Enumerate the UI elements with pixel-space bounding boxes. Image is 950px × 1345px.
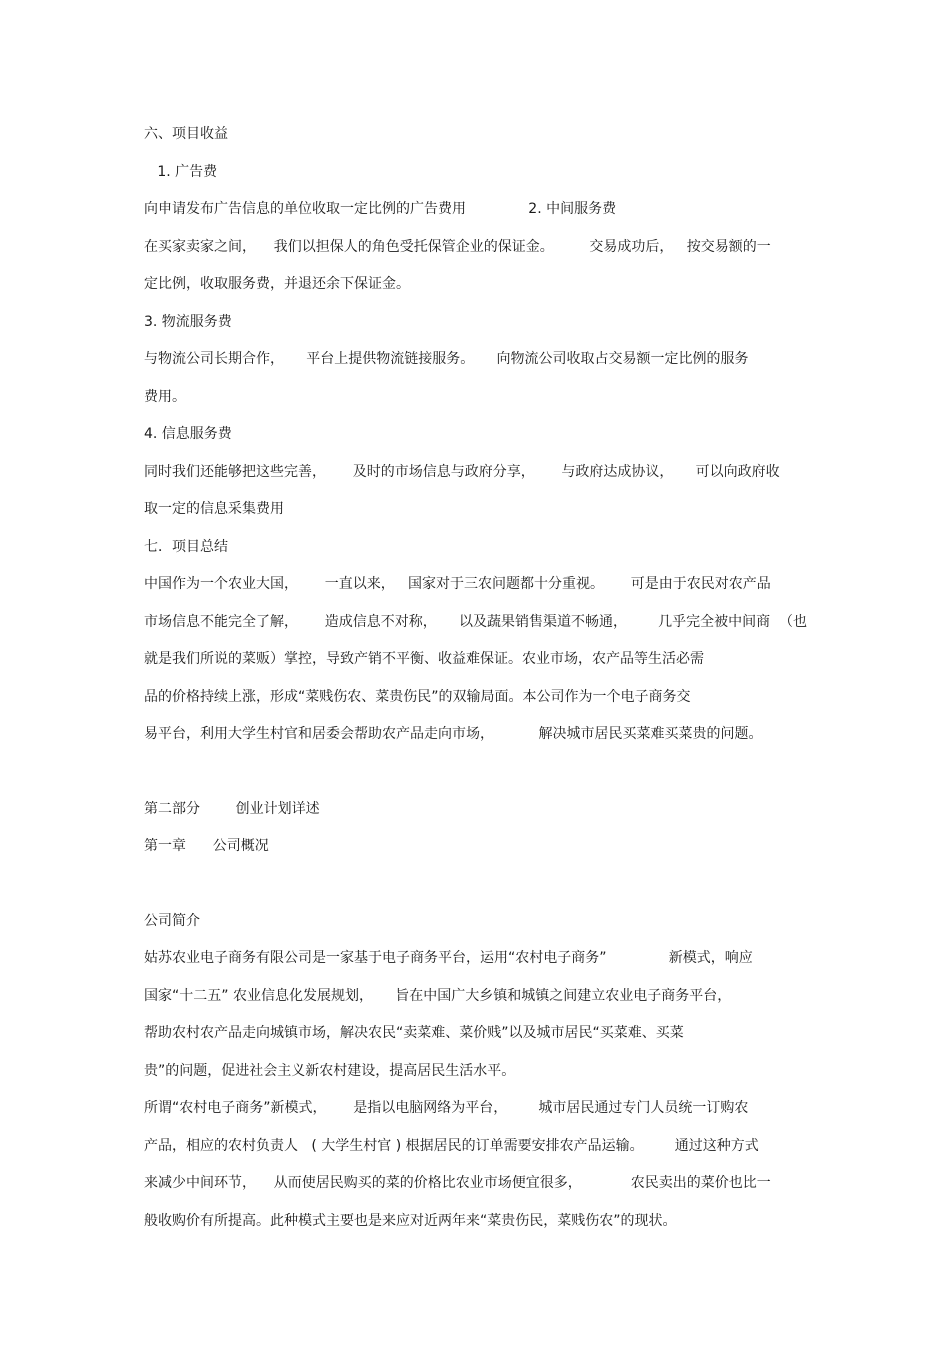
paragraph-line: 定比例，收取服务费，并退还余下保证金。 [144,276,410,292]
paragraph-line: 费用。 [144,389,186,405]
chapter-heading: 第一章 公司概况 [144,838,269,854]
part-heading: 第二部分 创业计划详述 [144,801,320,817]
paragraph-line: 所谓“农村电子商务”新模式， 是指以电脑网络为平台， 城市居民通过专门人员统一订购农 [144,1100,749,1116]
section-heading-project-summary: 七．项目总结 [144,539,228,555]
paragraph-line: 中国作为一个农业大国， 一直以来， 国家对于三农问题都十分重视。 可是由于农民对农产品 [144,576,771,592]
paragraph-line: 同时我们还能够把这些完善， 及时的市场信息与政府分享， 与政府达成协议， 可以向政府收 [144,464,780,480]
paragraph-line: 在买家卖家之间， 我们以担保人的角色受托保管企业的保证金。 交易成功后， 按交易额的一 [144,239,771,255]
paragraph-line: 般收购价有所提高。此种模式主要也是来应对近两年来“菜贵伤民，菜贱伤农”的现状。 [144,1213,677,1229]
paragraph-line: 贵”的问题，促进社会主义新农村建设，提高居民生活水平。 [144,1063,516,1079]
paragraph-line: 易平台，利用大学生村官和居委会帮助农产品走向市场， 解决城市居民买菜难买菜贵的问题。 [144,726,763,742]
item-advertising-fee: 1. 广告费 [144,164,218,180]
section-heading-project-revenue: 六、项目收益 [144,126,228,142]
paragraph-line: 品的价格持续上涨，形成“菜贱伤农、菜贵伤民”的双输局面。本公司作为一个电子商务交 [144,689,691,705]
paragraph-line: 市场信息不能完全了解， 造成信息不对称， 以及蔬果销售渠道不畅通， 几乎完全被中间商 （也 [144,614,808,630]
paragraph-line: 向申请发布广告信息的单位收取一定比例的广告费用 2. 中间服务费 [144,201,617,217]
item-information-fee: 4. 信息服务费 [144,426,232,442]
paragraph-line: 国家“十二五” 农业信息化发展规划， 旨在中国广大乡镇和城镇之间建立农业电子商务平台， [144,988,732,1004]
paragraph-line: 就是我们所说的菜贩）掌控，导致产销不平衡、收益难保证。农业市场，农产品等生活必需 [144,651,704,667]
paragraph-line: 产品，相应的农村负责人 ( 大学生村官 ) 根据居民的订单需要安排农产品运输。 通过这种方式 [144,1138,759,1154]
paragraph-line: 来减少中间环节， 从而使居民购买的菜的价格比农业市场便宜很多， 农民卖出的菜价也比一 [144,1175,771,1191]
paragraph-line: 与物流公司长期合作， 平台上提供物流链接服务。 向物流公司收取占交易额一定比例的服务 [144,351,749,367]
subsection-heading-company-intro: 公司简介 [144,913,200,929]
paragraph-line: 姑苏农业电子商务有限公司是一家基于电子商务平台，运用“农村电子商务” 新模式，响应 [144,950,753,966]
paragraph-line: 取一定的信息采集费用 [144,501,284,517]
item-logistics-fee: 3. 物流服务费 [144,314,232,330]
paragraph-line: 帮助农村农产品走向城镇市场，解决农民“卖菜难、菜价贱”以及城市居民“买菜难、买菜 [144,1025,684,1041]
